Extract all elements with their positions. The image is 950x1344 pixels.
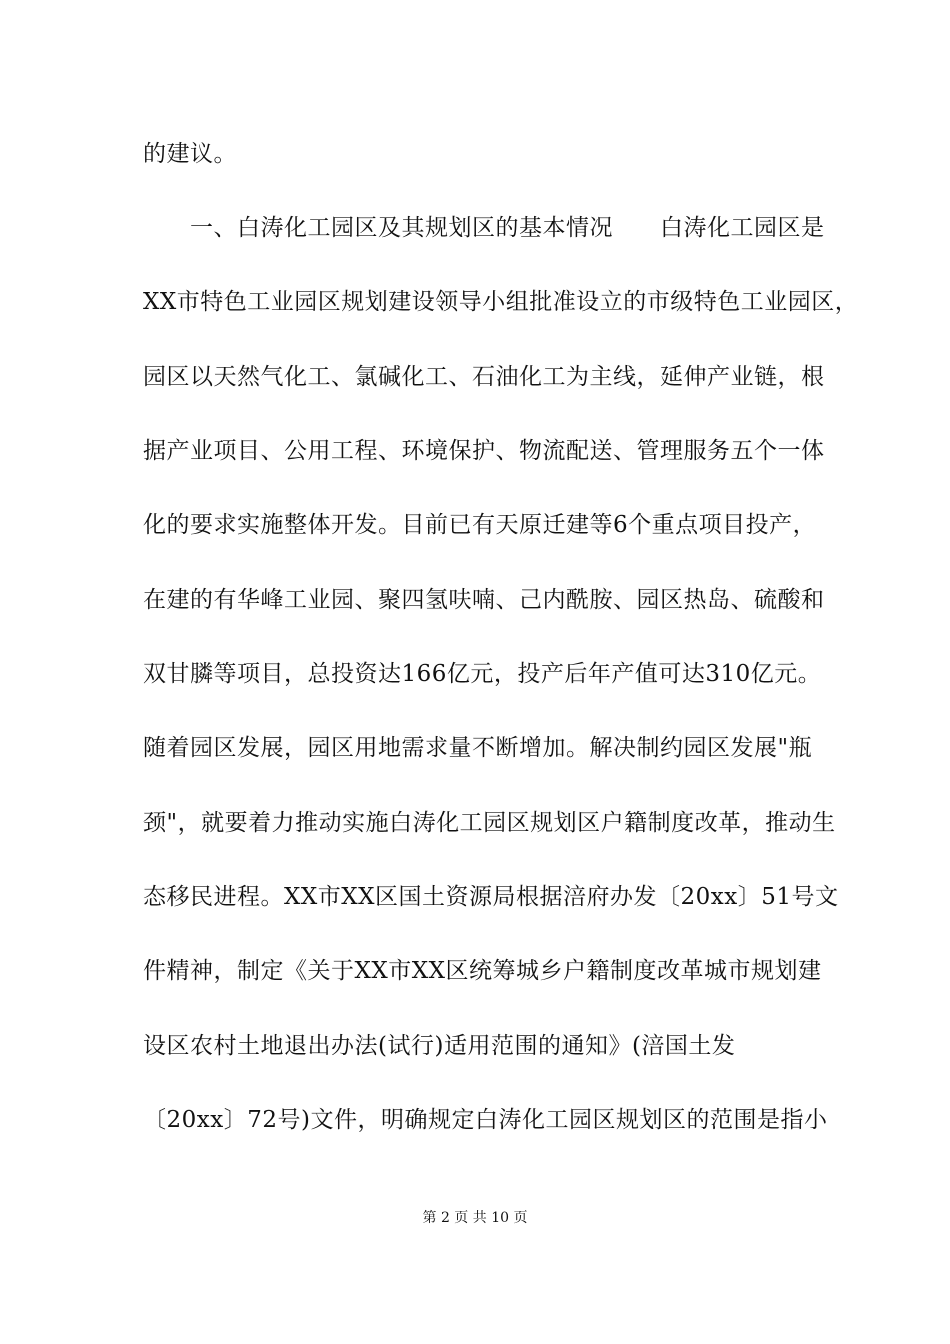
page-number-footer: 第 2 页 共 10 页 — [422, 1210, 528, 1226]
body-text-line: 的建议。 — [143, 141, 237, 167]
body-text-line: 在建的有华峰工业园、聚四氢呋喃、己内酰胺、园区热岛、硫酸和 — [143, 587, 825, 613]
body-text-line: 件精神，制定《关于XX市XX区统筹城乡户籍制度改革城市规划建 — [143, 958, 822, 984]
body-text-line: 颈"，就要着力推动实施白涛化工园区规划区户籍制度改革，推动生 — [143, 810, 836, 836]
body-text-line: 设区农村土地退出办法(试行)适用范围的通知》(涪国土发 — [143, 1033, 736, 1059]
body-text-line: 随着园区发展，园区用地需求量不断增加。解决制约园区发展"瓶 — [143, 735, 813, 761]
body-text-line: XX市特色工业园区规划建设领导小组批准设立的市级特色工业园区， — [143, 289, 859, 315]
body-text-line: 园区以天然气化工、氯碱化工、石油化工为主线，延伸产业链，根 — [143, 364, 825, 390]
body-text-line: 双甘膦等项目，总投资达166亿元，投产后年产值可达310亿元。 — [143, 661, 822, 687]
body-text-line: 据产业项目、公用工程、环境保护、物流配送、管理服务五个一体 — [143, 438, 825, 464]
body-text-line: 〔20xx〕72号)文件，明确规定白涛化工园区规划区的范围是指小 — [143, 1107, 828, 1133]
body-text-line: 一、白涛化工园区及其规划区的基本情况 白涛化工园区是 — [143, 215, 825, 241]
body-text-line: 态移民进程。XX市XX区国土资源局根据涪府办发〔20xx〕51号文 — [143, 884, 839, 910]
body-text-line: 化的要求实施整体开发。目前已有天原迁建等6个重点项目投产， — [143, 512, 817, 538]
